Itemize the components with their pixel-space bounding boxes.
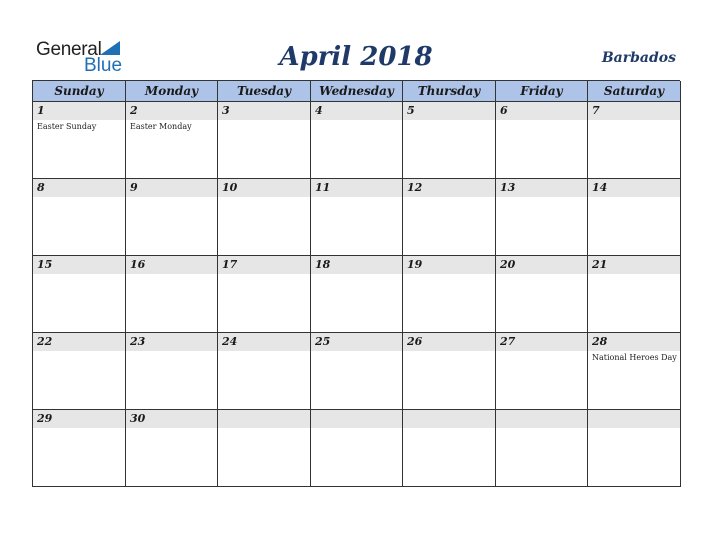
holiday-label: [311, 428, 402, 429]
day-number: 9: [126, 179, 217, 197]
week-row: [33, 179, 680, 256]
day-cell[interactable]: [311, 179, 403, 256]
day-cell[interactable]: [33, 333, 126, 410]
holiday-label: [218, 428, 310, 429]
holiday-label: [218, 120, 310, 121]
day-cell[interactable]: [588, 410, 681, 487]
day-cell[interactable]: [496, 256, 588, 333]
day-number: [403, 410, 495, 428]
day-number: 4: [311, 102, 402, 120]
holiday-label: [33, 351, 125, 352]
weekday-header-friday: Friday: [496, 81, 588, 102]
holiday-label: [218, 351, 310, 352]
week-row: [33, 102, 680, 179]
day-cell[interactable]: [218, 410, 311, 487]
holiday-label: Easter Monday: [130, 122, 192, 131]
day-cell[interactable]: [126, 333, 218, 410]
day-number: 10: [218, 179, 310, 197]
calendar-title: April 2018: [279, 42, 433, 72]
holiday-label: [496, 428, 587, 429]
day-number: 5: [403, 102, 495, 120]
day-number: 11: [311, 179, 402, 197]
day-cell[interactable]: [311, 410, 403, 487]
day-number: 15: [33, 256, 125, 274]
holiday-label: [403, 197, 495, 198]
holiday-label: [403, 274, 495, 275]
day-number: 14: [588, 179, 680, 197]
day-number: 19: [403, 256, 495, 274]
day-cell[interactable]: [33, 256, 126, 333]
day-cell[interactable]: [311, 333, 403, 410]
day-cell[interactable]: [496, 333, 588, 410]
day-cell[interactable]: [588, 102, 681, 179]
logo-triangle-icon: [100, 41, 120, 55]
day-number: 1: [33, 102, 125, 120]
day-number: [311, 410, 402, 428]
holiday-label: [126, 428, 217, 429]
holiday-label: [403, 428, 495, 429]
week-row: [33, 256, 680, 333]
day-number: 23: [126, 333, 217, 351]
holiday-label: [126, 197, 217, 198]
day-number: 28: [588, 333, 680, 351]
day-cell[interactable]: [126, 102, 218, 179]
week-row: [33, 333, 680, 410]
day-number: 20: [496, 256, 587, 274]
holiday-label: [496, 197, 587, 198]
day-cell[interactable]: [126, 256, 218, 333]
day-number: 24: [218, 333, 310, 351]
holiday-label: [126, 274, 217, 275]
day-cell[interactable]: [218, 333, 311, 410]
holiday-label: [403, 120, 495, 121]
holiday-label: [311, 197, 402, 198]
day-number: [218, 410, 310, 428]
logo-text-general: General: [36, 39, 102, 60]
holiday-label: [33, 428, 125, 429]
weekday-header-monday: Monday: [126, 81, 218, 102]
weekday-header-saturday: Saturday: [588, 81, 681, 102]
weekday-header-tuesday: Tuesday: [218, 81, 311, 102]
day-cell[interactable]: [218, 256, 311, 333]
day-cell[interactable]: [403, 410, 496, 487]
day-number: 29: [33, 410, 125, 428]
day-number: 21: [588, 256, 680, 274]
weekday-header-sunday: Sunday: [33, 81, 126, 102]
day-cell[interactable]: [403, 102, 496, 179]
country-label: Barbados: [601, 50, 676, 66]
day-cell[interactable]: [403, 333, 496, 410]
day-number: 17: [218, 256, 310, 274]
day-number: 22: [33, 333, 125, 351]
holiday-label: [403, 351, 495, 352]
holiday-label: [33, 197, 125, 198]
holiday-label: [311, 274, 402, 275]
weekday-header-thursday: Thursday: [403, 81, 496, 102]
day-number: 2: [126, 102, 217, 120]
day-number: 6: [496, 102, 587, 120]
day-cell[interactable]: [496, 410, 588, 487]
day-number: [496, 410, 587, 428]
generalblue-logo: [36, 40, 136, 74]
holiday-label: [588, 274, 680, 275]
day-cell[interactable]: [403, 256, 496, 333]
day-number: 25: [311, 333, 402, 351]
day-number: 18: [311, 256, 402, 274]
holiday-label: [126, 351, 217, 352]
weekday-header-row: [33, 81, 680, 102]
day-number: [588, 410, 680, 428]
day-cell[interactable]: [33, 102, 126, 179]
holiday-label: National Heroes Day: [592, 353, 677, 362]
holiday-label: Easter Sunday: [37, 122, 97, 131]
day-number: 27: [496, 333, 587, 351]
day-cell[interactable]: [311, 256, 403, 333]
day-number: 30: [126, 410, 217, 428]
holiday-label: [588, 120, 680, 121]
day-cell[interactable]: [403, 179, 496, 256]
holiday-label: [496, 120, 587, 121]
day-number: 7: [588, 102, 680, 120]
day-cell[interactable]: [311, 102, 403, 179]
holiday-label: [218, 274, 310, 275]
holiday-label: [33, 274, 125, 275]
day-cell[interactable]: [588, 333, 681, 410]
day-cell[interactable]: [218, 179, 311, 256]
day-cell[interactable]: [126, 410, 218, 487]
day-cell[interactable]: [496, 179, 588, 256]
logo-text-blue: Blue: [84, 55, 123, 76]
day-cell[interactable]: [33, 179, 126, 256]
day-cell[interactable]: [588, 256, 681, 333]
holiday-label: [588, 197, 680, 198]
holiday-label: [496, 351, 587, 352]
weekday-header-wednesday: Wednesday: [311, 81, 403, 102]
day-number: 26: [403, 333, 495, 351]
holiday-label: [218, 197, 310, 198]
day-cell[interactable]: [33, 410, 126, 487]
day-number: 8: [33, 179, 125, 197]
calendar-grid: [32, 80, 680, 487]
day-cell[interactable]: [126, 179, 218, 256]
week-row: [33, 410, 680, 487]
day-number: 3: [218, 102, 310, 120]
day-number: 16: [126, 256, 217, 274]
day-number: 12: [403, 179, 495, 197]
day-number: 13: [496, 179, 587, 197]
holiday-label: [311, 351, 402, 352]
day-cell[interactable]: [218, 102, 311, 179]
holiday-label: [496, 274, 587, 275]
day-cell[interactable]: [496, 102, 588, 179]
holiday-label: [588, 428, 680, 429]
day-cell[interactable]: [588, 179, 681, 256]
holiday-label: [311, 120, 402, 121]
